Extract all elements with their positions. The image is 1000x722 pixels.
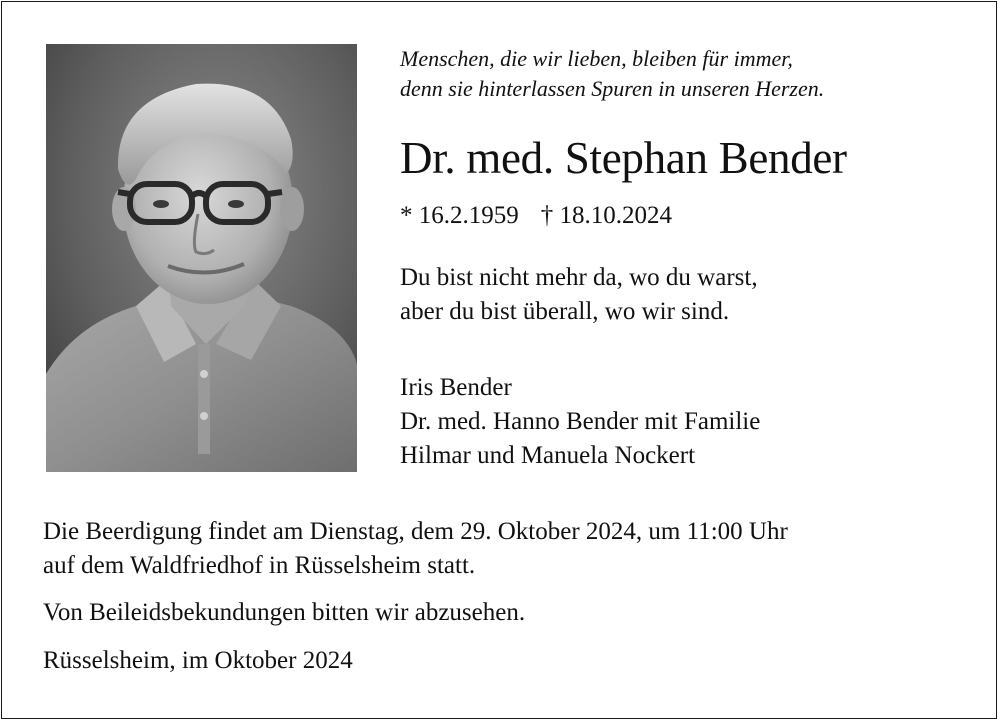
obituary-card: [1, 1, 997, 719]
deceased-name: Dr. med. Stephan Bender: [400, 133, 847, 183]
life-dates: [400, 200, 672, 232]
funeral-notice: Die Beerdigung findet am Dienstag, dem 29. Oktober 2024, um 11:00 Uhr auf dem Waldfriedhof in Rüsselsheim statt.: [43, 518, 788, 579]
place-date: Rüsselsheim, im Oktober 2024: [43, 647, 353, 674]
portrait-photo: [46, 44, 357, 472]
birth-date: * 16.2.1959: [400, 202, 519, 229]
mourner-name: Hilmar und Manuela Nockert: [400, 442, 696, 469]
mourner-name: Iris Bender: [400, 374, 512, 401]
condolence-note: Von Beileidsbekundungen bitten wir abzusehen.: [43, 599, 526, 626]
death-date: † 18.10.2024: [540, 202, 672, 229]
mourners-list: [400, 371, 980, 473]
memorial-quote: Du bist nicht mehr da, wo du warst, aber du bist überall, wo wir sind.: [400, 264, 758, 325]
motto-text: Menschen, die wir lieben, bleiben für immer, denn sie hinterlassen Spuren in unseren Herzen.: [400, 46, 825, 101]
mourner-name: Dr. med. Hanno Bender mit Familie: [400, 408, 761, 435]
